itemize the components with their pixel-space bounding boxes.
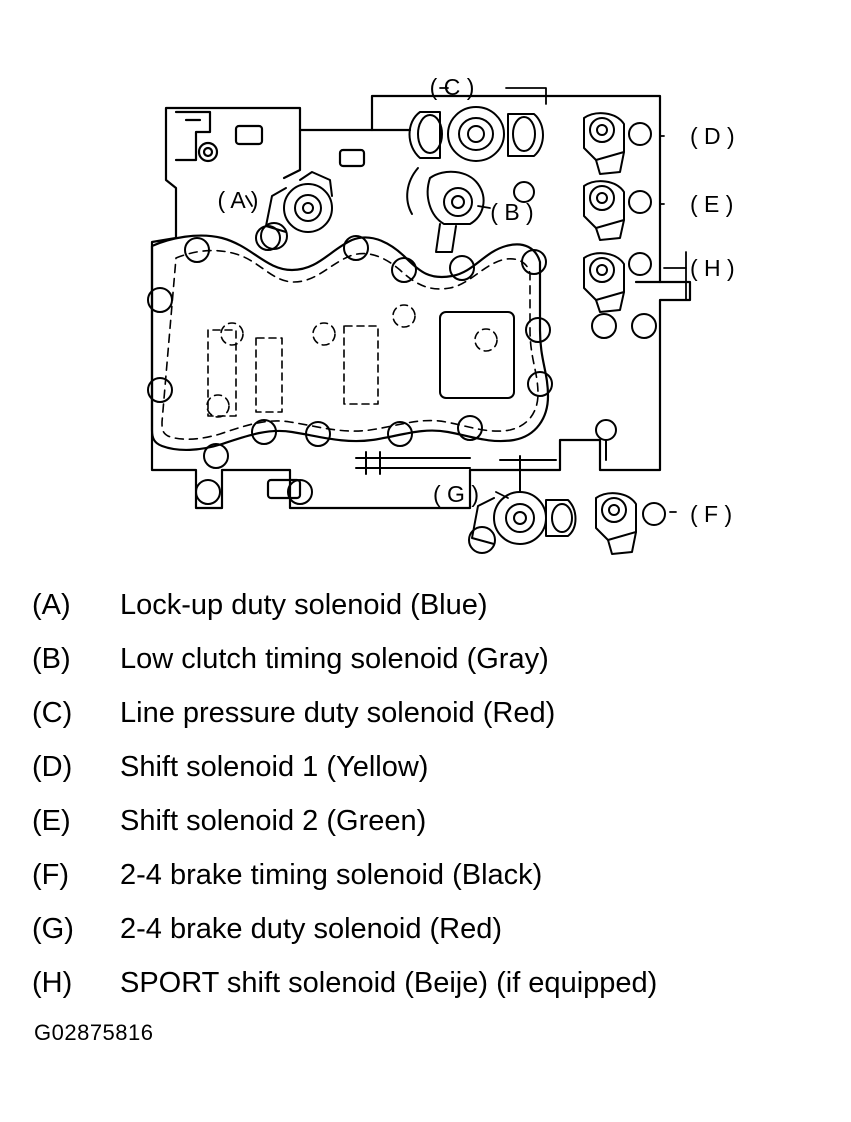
- callout-d: ( D ): [690, 123, 735, 149]
- list-item: [32, 740, 832, 794]
- list-item: [32, 794, 832, 848]
- legend-label: Shift solenoid 2 (Green): [120, 805, 427, 837]
- callout-f: ( F ): [690, 501, 733, 527]
- legend-key: (E): [32, 805, 71, 837]
- legend-label: SPORT shift solenoid (Beije) (if equipped): [120, 967, 658, 999]
- legend-label: Low clutch timing solenoid (Gray): [120, 643, 549, 675]
- legend-label: Shift solenoid 1 (Yellow): [120, 751, 429, 783]
- list-item: [32, 902, 832, 956]
- callout-h: ( H ): [690, 255, 735, 281]
- callout-e: ( E ): [690, 191, 734, 217]
- legend-key: (B): [32, 643, 71, 675]
- callout-c: ( C ): [429, 74, 475, 100]
- legend-key: (F): [32, 859, 70, 891]
- list-item: [32, 578, 832, 632]
- legend-key: (G): [32, 913, 74, 945]
- callout-a: ( A ): [217, 187, 259, 213]
- legend-key: (H): [32, 967, 73, 999]
- list-item: [32, 956, 832, 1010]
- legend-label: 2-4 brake duty solenoid (Red): [120, 913, 503, 945]
- callout-g: ( G ): [433, 481, 479, 507]
- legend-label: Lock-up duty solenoid (Blue): [120, 589, 488, 621]
- list-item: [32, 686, 832, 740]
- list-item: [32, 848, 832, 902]
- legend-key: (D): [32, 751, 73, 783]
- legend-key: (A): [32, 589, 71, 621]
- legend-label: Line pressure duty solenoid (Red): [120, 697, 556, 729]
- legend-key: (C): [32, 697, 73, 729]
- legend-label: 2-4 brake timing solenoid (Black): [120, 859, 543, 891]
- callout-b: ( B ): [490, 199, 534, 225]
- figure-code: G02875816: [34, 1020, 154, 1045]
- solenoid-legend: [32, 578, 832, 1010]
- list-item: [32, 632, 832, 686]
